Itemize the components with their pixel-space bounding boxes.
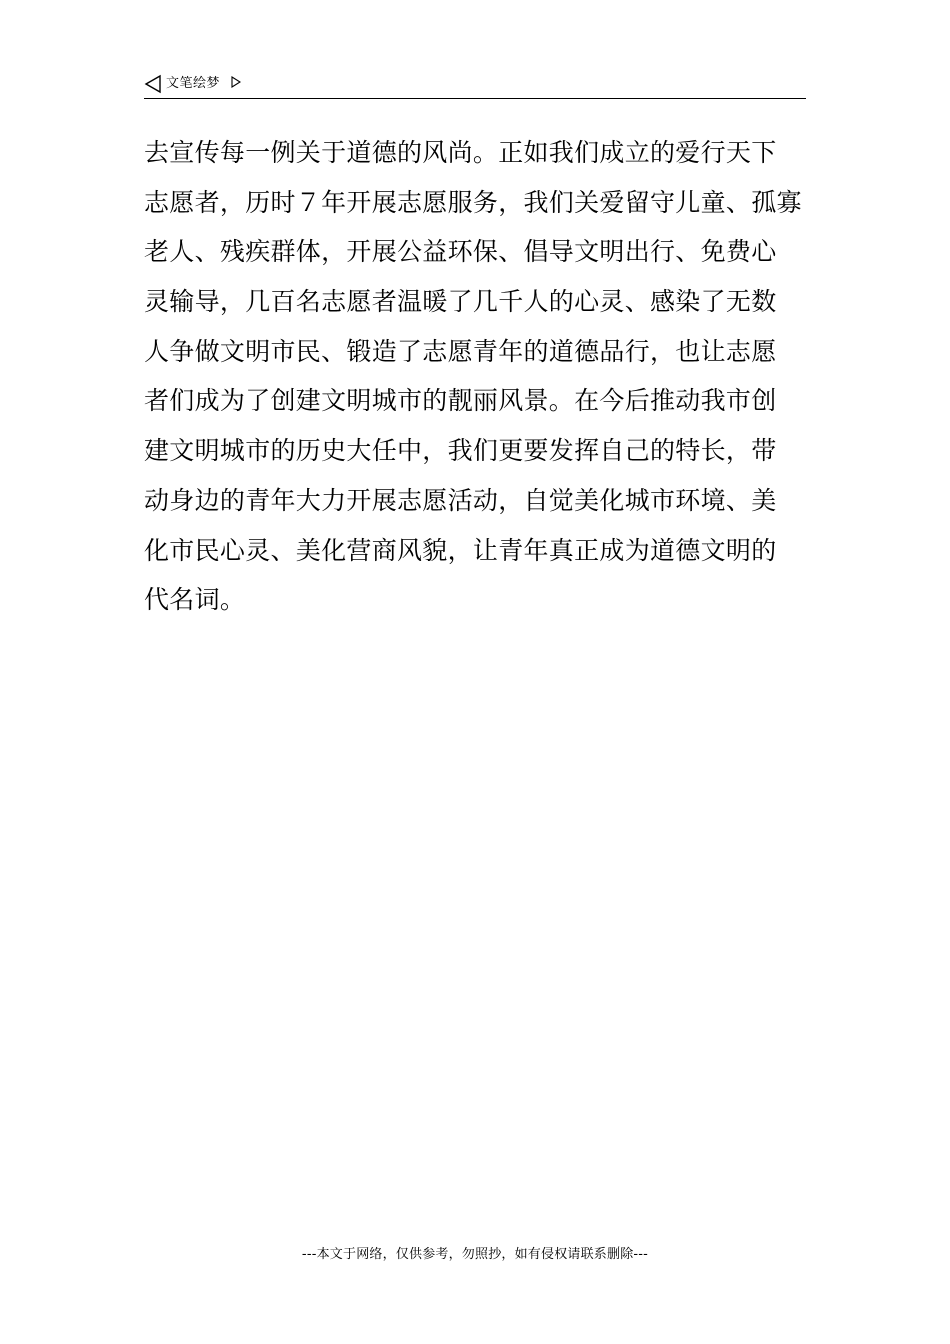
text-line: 老人、残疾群体，开展公益环保、倡导文明出行、免费心 [144,237,777,267]
text-line: 灵输导，几百名志愿者温暖了几千人的心灵、感染了无数 [144,287,777,317]
page-footer: ---本文于网络，仅供参考，勿照抄，如有侵权请联系删除--- [301,1247,649,1262]
text-line: 化市民心灵、美化营商风貌，让青年真正成为道德文明的 [144,535,777,565]
text-line: 建文明城市的历史大任中，我们更要发挥自己的特长，带 [144,436,777,466]
text-line: 去宣传每一例关于道德的风尚。正如我们成立的爱行天下 [144,138,777,167]
page-header [144,72,806,99]
body-paragraph [144,128,810,625]
header-title: 文笔绘梦 [166,76,221,91]
triangle-right-icon [231,76,241,88]
text-line: 者们成为了创建文明城市的靓丽风景。在今后推动我市创 [144,386,777,416]
text-line: 动身边的青年大力开展志愿活动，自觉美化城市环境、美 [144,485,777,515]
triangle-left-icon [144,74,162,94]
text-line: 志愿者，历时７年开展志愿服务，我们关爱留守儿童、孤寡 [144,187,802,217]
text-line: 人争做文明市民、锻造了志愿青年的道德品行，也让志愿 [144,336,777,366]
text-line: 代名词。 [144,585,246,615]
